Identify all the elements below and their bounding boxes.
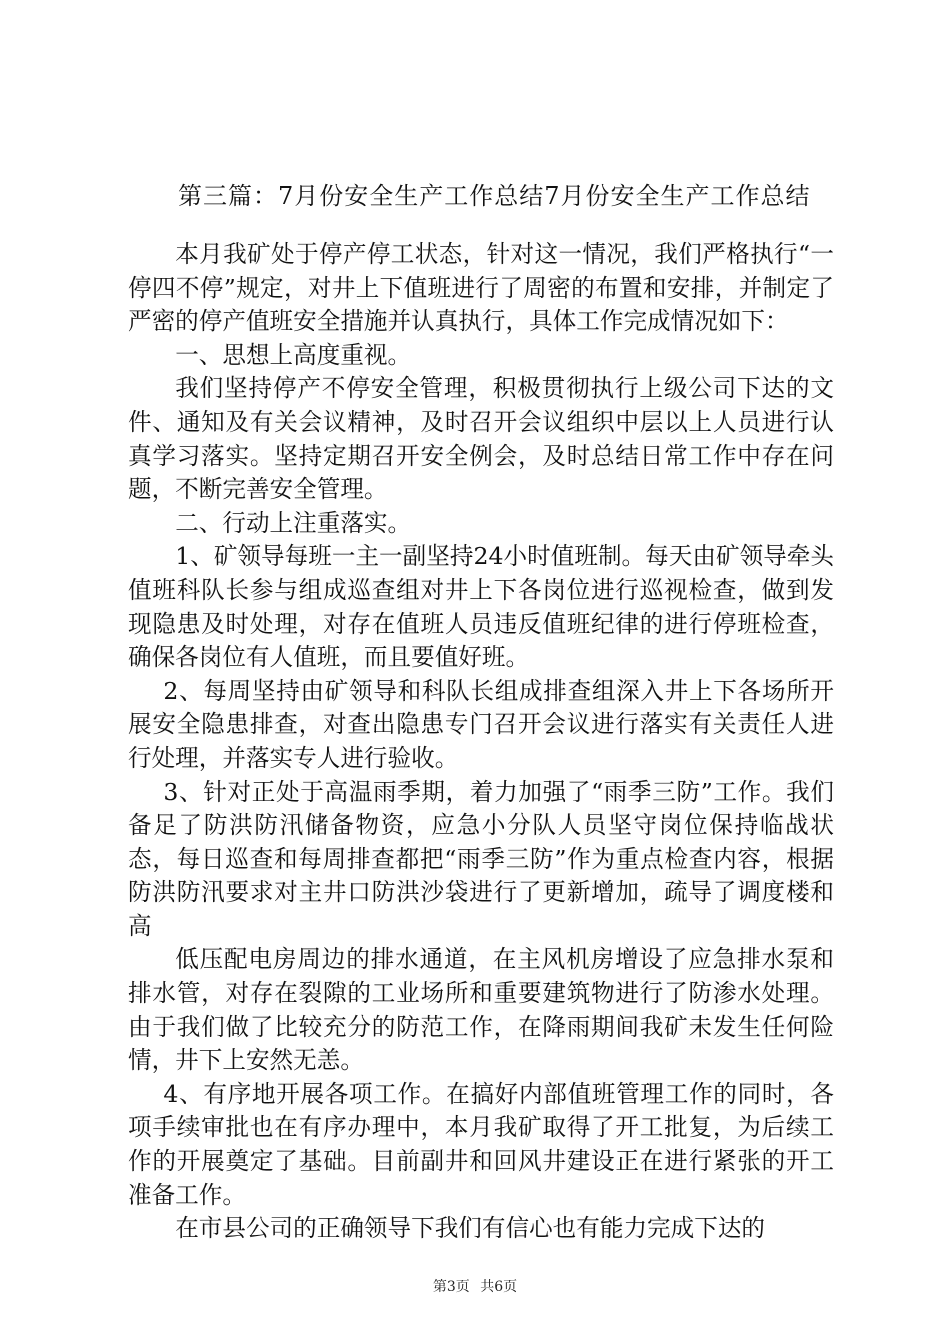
document-body <box>128 238 834 1246</box>
paragraph-item-1: 1、矿领导每班一主一副坚持24小时值班制。每天由矿领导牵头值班科队长参与组成巡查组对井上下各岗位进行巡视检查，做到发现隐患及时处理，对存在值班人员违反值班纪律的进行停班检查，确保各岗位有人值班，而且要值好班。 <box>128 542 834 672</box>
section-heading-2: 二、行动上注重落实。 <box>175 508 412 537</box>
page-number: 第3页 <box>432 1279 470 1295</box>
paragraph-item-3-continued: 低压配电房周边的排水通道，在主风机房增设了应急排水泵和排水管，对存在裂隙的工业场所和重要建筑物进行了防渗水处理。由于我们做了比较充分的防范工作，在降雨期间我矿未发生任何险情，井下上安然无恙。 <box>128 945 834 1075</box>
paragraph-item-4: 4、有序地开展各项工作。在搞好内部值班管理工作的同时，各项手续审批也在有序办理中，本月我矿取得了开工批复，为后续工作的开展奠定了基础。目前副井和回风井建设正在进行紧张的开工准备工作。 <box>128 1079 834 1209</box>
paragraph-closing: 在市县公司的正确领导下我们有信心也有能力完成下达的 <box>175 1214 766 1243</box>
section-heading-1: 一、思想上高度重视。 <box>175 340 412 369</box>
paragraph-intro: 本月我矿处于停产停工状态，针对这一情况，我们严格执行“一停四不停”规定，对井上下值班进行了周密的布置和安排，并制定了严密的停产值班安全措施并认真执行，具体工作完成情况如下： <box>128 240 834 336</box>
page-total: 共6页 <box>480 1279 518 1295</box>
paragraph-section-1: 我们坚持停产不停安全管理，积极贯彻执行上级公司下达的文件、通知及有关会议精神，及时召开会议组织中层以上人员进行认真学习落实。坚持定期召开安全例会，及时总结日常工作中存在问题，不断完善安全管理。 <box>128 374 834 504</box>
paragraph-item-3: 3、针对正处于高温雨季期，着力加强了“雨季三防”工作。我们备足了防洪防汛储备物资，应急小分队人员坚守岗位保持临战状态，每日巡查和每周排查都把“雨季三防”作为重点检查内容，根据防洪防汛要求对主井口防洪沙袋进行了更新增加，疏导了调度楼和高 <box>128 777 834 940</box>
page-footer <box>0 1276 950 1296</box>
paragraph-item-2: 2、每周坚持由矿领导和科队长组成排查组深入井上下各场所开展安全隐患排查，对查出隐患专门召开会议进行落实有关责任人进行处理，并落实专人进行验收。 <box>128 676 834 772</box>
document-title: 第三篇：7月份安全生产工作总结7月份安全生产工作总结 <box>178 182 811 210</box>
